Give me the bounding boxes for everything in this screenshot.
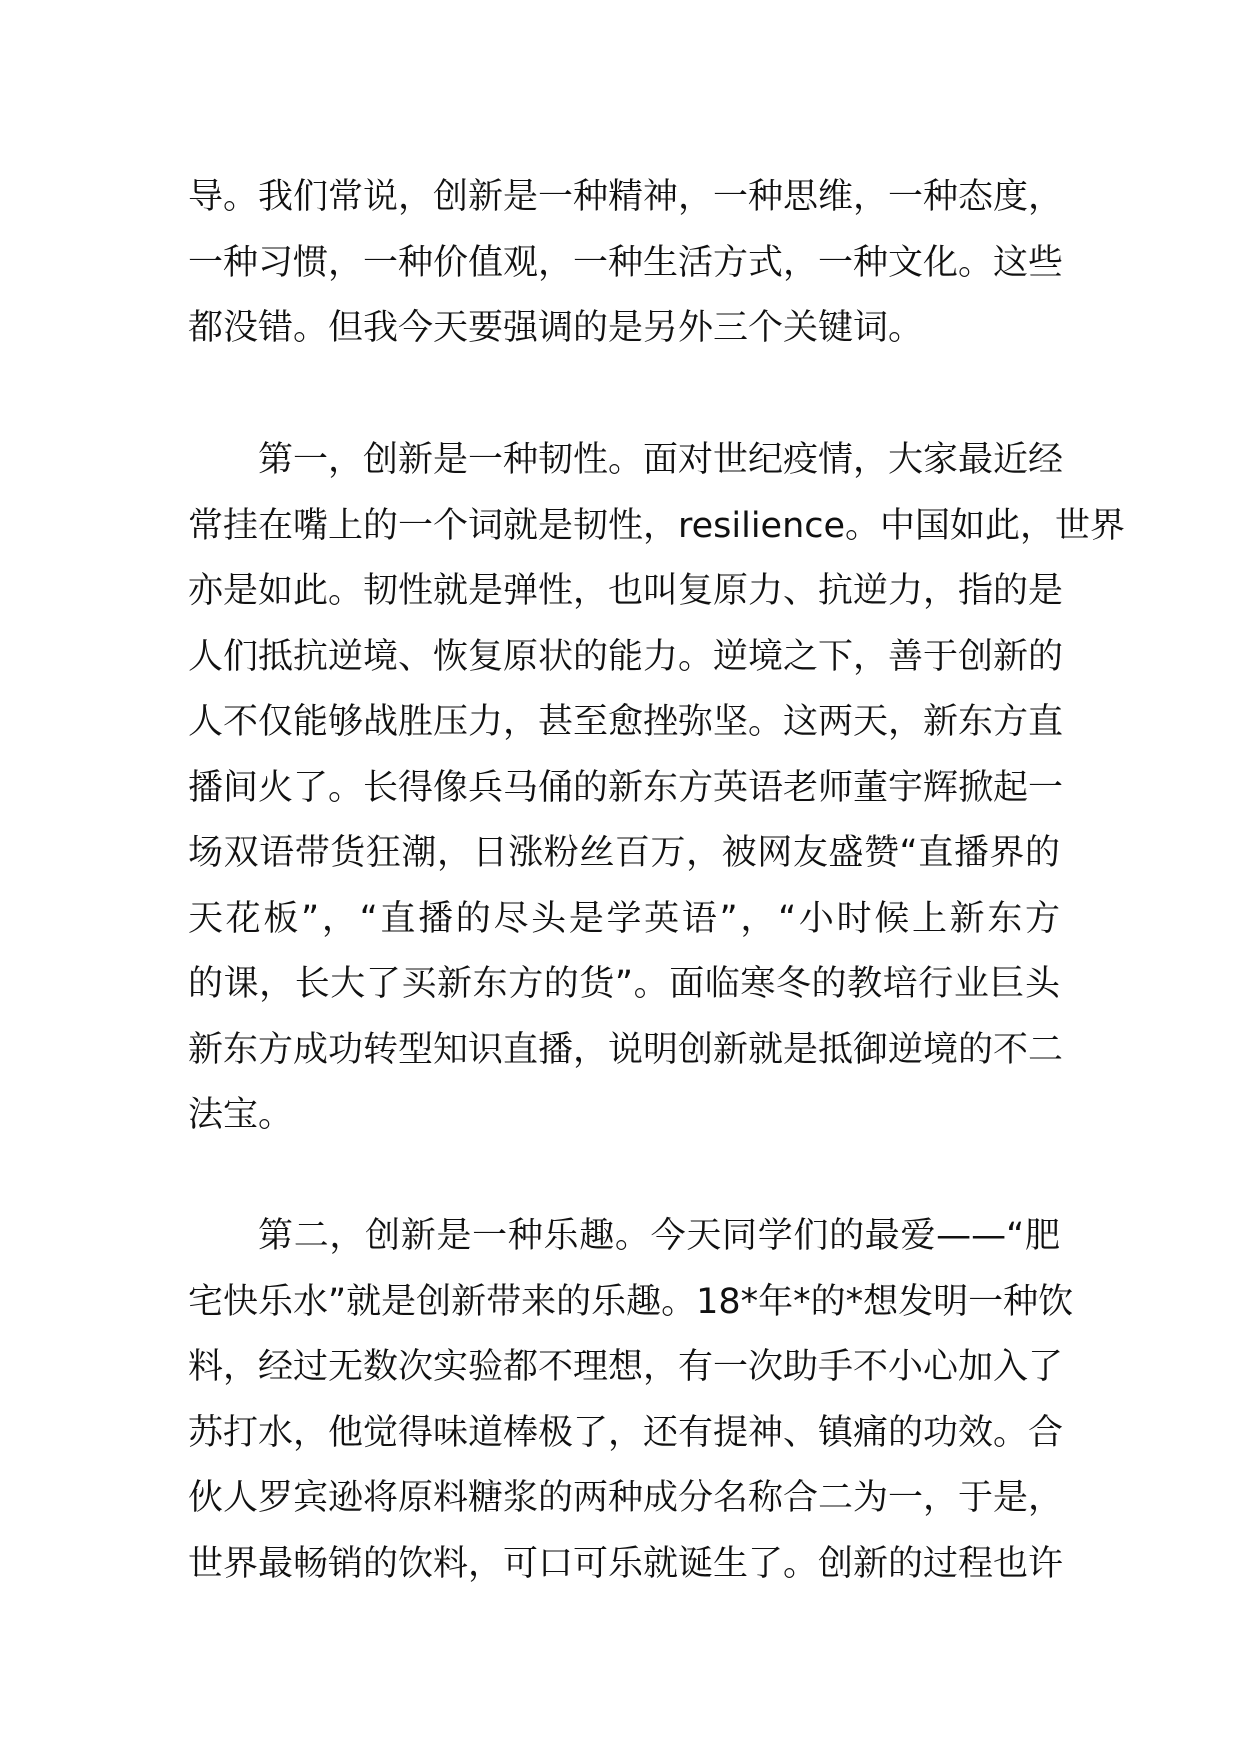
paragraph-line: 法宝。 [188, 1095, 294, 1135]
paragraph-line: 播间火了。长得像兵马俑的新东方英语老师董宇辉掀起一 [188, 767, 1064, 808]
paragraph-2 [188, 428, 1126, 1149]
paragraph-3 [188, 1204, 1074, 1597]
paragraph-line: 的课，长大了买新东方的货”。面临寒冬的教培行业巨头 [188, 964, 1060, 1004]
paragraph-line: 第二，创新是一种乐趣。今天同学们的最爱——“肥 [258, 1216, 1060, 1256]
paragraph-line: 导。我们常说，创新是一种精神，一种思维，一种态度， [188, 177, 1064, 217]
paragraph-line: 常挂在嘴上的一个词就是韧性，resilience。中国如此，世界 [188, 505, 1126, 546]
paragraph-line: 天花板”，“直播的尽头是学英语”，“小时候上新东方 [188, 898, 1060, 939]
paragraph-line: 宅快乐水”就是创新带来的乐趣。18*年*的*想发明一种饮 [188, 1281, 1074, 1322]
paragraph-line: 第一，创新是一种韧性。面对世纪疫情，大家最近经 [258, 440, 1064, 480]
paragraph-line: 一种习惯，一种价值观，一种生活方式，一种文化。这些 [188, 242, 1064, 283]
paragraph-line: 伙人罗宾逊将原料糖浆的两种成分名称合二为一，于是， [188, 1478, 1064, 1518]
paragraph-line: 苏打水，他觉得味道棒极了，还有提神、镇痛的功效。合 [188, 1412, 1064, 1453]
paragraph-line: 料，经过无数次实验都不理想，有一次助手不小心加入了 [188, 1347, 1064, 1387]
paragraph-line: 场双语带货狂潮，日涨粉丝百万，被网友盛赞“直播界的 [188, 833, 1060, 873]
paragraph-1 [188, 165, 1064, 362]
paragraph-line: 都没错。但我今天要强调的是另外三个关键词。 [188, 308, 924, 348]
paragraph-line: 人不仅能够战胜压力，甚至愈挫弥坚。这两天，新东方直 [188, 702, 1064, 742]
paragraph-line: 新东方成功转型知识直播，说明创新就是抵御逆境的不二 [188, 1029, 1064, 1070]
paragraph-line: 亦是如此。韧性就是弹性，也叫复原力、抗逆力，指的是 [188, 571, 1064, 611]
paragraph-line: 人们抵抗逆境、恢复原状的能力。逆境之下，善于创新的 [188, 636, 1064, 677]
paragraph-line: 世界最畅销的饮料，可口可乐就诞生了。创新的过程也许 [188, 1543, 1064, 1584]
